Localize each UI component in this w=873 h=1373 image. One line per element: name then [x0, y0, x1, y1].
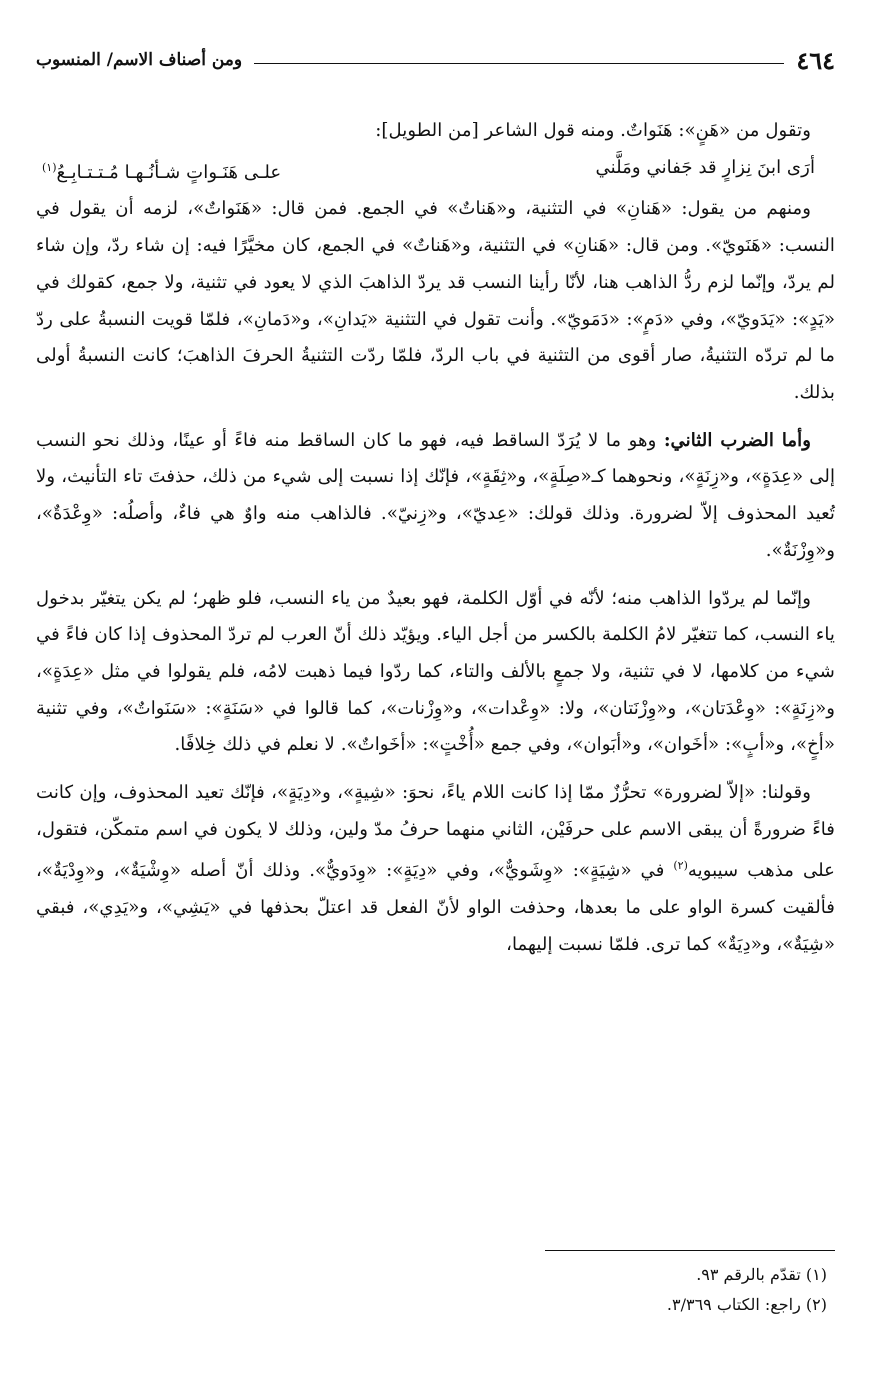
paragraph-1-text: وتقول من «هَنٍ»: هَنَواتٌ. ومنه قول الشاعر [من الطويل]:: [375, 120, 811, 141]
section-lead: وأما الضرب الثاني:: [663, 429, 811, 451]
footnotes: [36, 1260, 835, 1320]
header-rule: [254, 63, 784, 64]
poetry-verse: [36, 150, 831, 192]
paragraph-1: [36, 113, 835, 150]
footnote-separator: [545, 1250, 835, 1251]
footnote-2: (٢) راجع: الكتاب ٣/٣٦٩.: [666, 1295, 827, 1314]
footnote-marker-2[interactable]: (٢): [673, 859, 688, 873]
paragraph-2-text: ومنهم من يقول: «هَنانِ» في التثنية، و«هَناتٌ» في الجمع. فمن قال: «هَنَواتٌ»، لزمه أن يقول في النسب: «هَنَويّ». ومن قال: «هَنانِ» في التثنية، و«هَناتٌ» في الجمع، كان مخيَّرًا فيه: إن شاء ردّ، وإن شاء لم يردّ، وإنّما لزم ردُّ الذاهب هنا، لأنّا رأينا النسب قد يردّ الذاهبَ الذي لا يعود في تثنية، ولا جمع، كقولك في «يَدٍ»: «يَدَويّ»، وفي «دَمٍ»: «دَمَويّ». وأنت تقول في التثنية «يَدانِ»، و«دَمانِ»، فلمّا قويت النسبةُ على ردّ ما لم تردّه التثنيةُ، صار أقوى من التثنية في باب الردّ، فلمّا ردّت التثنيةُ الحرفَ الذاهبَ؛ كانت النسبةُ أولى بذلك.: [36, 198, 835, 403]
footnote-1: (١) تقدّم بالرقم ٩٣.: [696, 1265, 827, 1284]
main-text: [36, 113, 835, 964]
paragraph-4: [36, 581, 835, 765]
running-title: ومن أصناف الاسم/ المنسوب: [36, 50, 243, 70]
page-header: [36, 44, 835, 76]
verse-first-hemistich: أرَى ابنَ نِزارٍ قد جَفاني ومَلَّني: [595, 156, 815, 178]
verse-second-hemistich: [36, 150, 416, 192]
paragraph-4-text: وإنّما لم يردّوا الذاهب منه؛ لأنّه في أوّل الكلمة، فهو بعيدٌ من ياء النسب، فلو ظهر؛ لم يكن يتغيّر بدخول ياء النسب، كما تتغيّر لامُ الكلمة بالكسر من أجل الياء. ويؤيّد ذلك أنّ العرب لم تردّ المحذوف إذا كان فاءً في شيء من كلامها، لا في تثنية، ولا جمعٍ بالألف والتاء، كما ردّوا فيما ذهبت لامُه، فلم يقولوا في مثل «عِدَةٍ»، و«زِنَةٍ»: «وِعْدَتان»، و«وِزْنَتان»، ولا: «وِعْدات»، و«وِزْنات»، كما قالوا في «سَنَةٍ»: «سَنَواتٌ»، وفي تثنية «أخٍ»، و«أبٍ»: «أخَوان»، و«أبَوان»، وفي جمع «أُخْتٍ»: «أخَواتٌ». لا نعلم في ذلك خِلافًا.: [36, 587, 835, 756]
verse-second-text: علـى هَنَـواتٍ شـأنُـهـا مُـتـتـابِـعُ: [56, 161, 282, 183]
paragraph-5-text-b: في «شِيَةٍ»: «وِشَويٌّ»، وفي «دِيَةٍ»: «وِدَويٌّ». وذلك أنّ أصله «وِشْيَةٌ»، و«وِدْيَةٌ»، فألقيت كسرة الواو على ما بعدها، وحذفت الواو لأنّ الفعل قد اعتلّ بحذفها في «يَشِي»، و«يَدِي»، فبقي «شِيَةٌ»، و«دِيَةٌ» كما ترى. فلمّا نسبت إليهما،: [36, 860, 835, 955]
paragraph-5-text-a: وقولنا: «إلاّ لضرورة» تحرُّزٌ ممّا إذا كانت اللام ياءً، نحوَ: «شِيةٍ»، و«دِيَةٍ»، فإنّك تعيد المحذوف، وإن كانت فاءً ضرورةً أن يبقى الاسم على حرفَيْن، الثاني منهما حرفُ مدّ ولين، وذلك لا يكون في اسم متمكّن، فتقول، على مذهب سيبويه: [36, 782, 836, 882]
page-number: ٤٦٤: [796, 45, 835, 75]
paragraph-3: [36, 423, 835, 570]
paragraph-5: [36, 775, 835, 964]
paragraph-3-text: وهو ما لا يُرَدّ الساقط فيه، فهو ما كان الساقط منه فاءً أو عينًا، وذلك نحو النسب إلى «عِدَةٍ»، و«زِنَةٍ»، ونحوهما كـ«صِلَةٍ»، و«ثِقَةٍ»، فإنّك إذا نسبت إلى شيء من ذلك، حذفتَ تاء التأنيث، ولا تُعيد المحذوف إلاّ لضرورة. وذلك قولك: «عِديّ»، و«زِنيّ». فالذاهب منه واوٌ هي فاءٌ، وأصلُه: «وِعْدَةٌ»، و«وِزْنَةٌ».: [36, 429, 835, 561]
paragraph-2: [36, 191, 835, 411]
footnote-marker-1[interactable]: (١): [42, 160, 57, 174]
